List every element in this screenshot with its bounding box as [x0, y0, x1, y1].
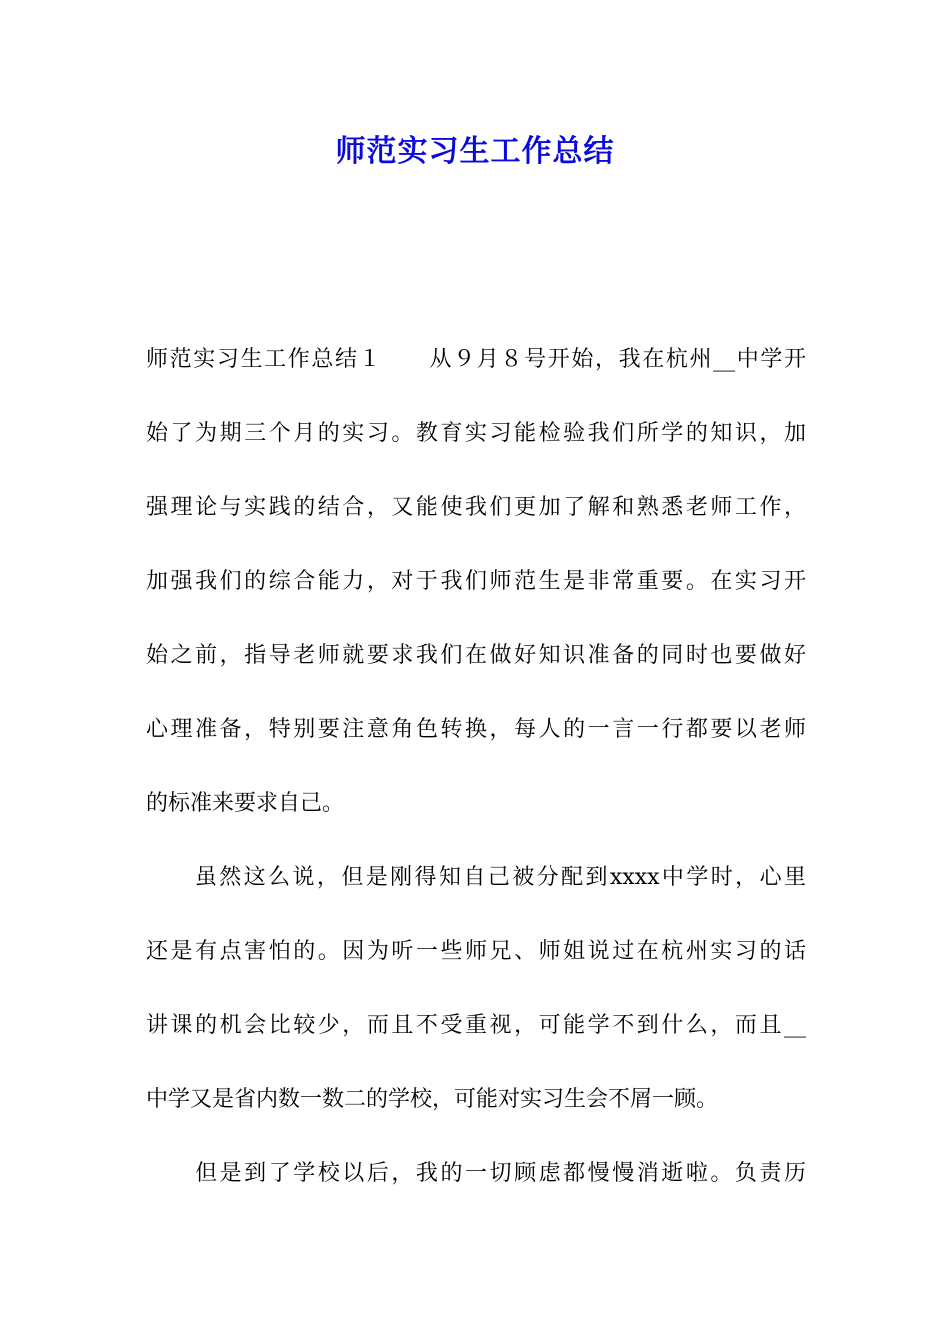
text-line: 讲课的机会比较少，而且不受重视，可能学不到什么，而且__: [146, 1013, 806, 1038]
text-line: 始了为期三个月的实习。教育实习能检验我们所学的知识，加: [146, 421, 806, 446]
text-line: 加强我们的综合能力，对于我们师范生是非常重要。在实习开: [146, 569, 806, 594]
text-line: 始之前，指导老师就要求我们在做好知识准备的同时也要做好: [146, 643, 806, 668]
text-line: 中学又是省内数一数二的学校，可能对实习生会不屑一顾。: [146, 1087, 719, 1112]
document-title: 师范实习生工作总结: [335, 134, 615, 169]
text-line: 虽然这么说，但是刚得知自己被分配到xxxx中学时，心里: [146, 865, 806, 890]
document-body: [146, 332, 806, 1220]
text-line: 还是有点害怕的。因为听一些师兄、师姐说过在杭州实习的话: [146, 939, 806, 964]
text-line: 但是到了学校以后，我的一切顾虑都慢慢消逝啦。负责历: [146, 1161, 806, 1186]
text-line: 的标准来要求自己。: [146, 791, 345, 816]
text-line: 强理论与实践的结合，又能使我们更加了解和熟悉老师工作，: [146, 495, 806, 520]
text-line: 心理准备，特别要注意角色转换，每人的一言一行都要以老师: [146, 717, 806, 742]
text-line: 师范实习生工作总结１ 从９月８号开始，我在杭州__中学开: [146, 347, 806, 372]
